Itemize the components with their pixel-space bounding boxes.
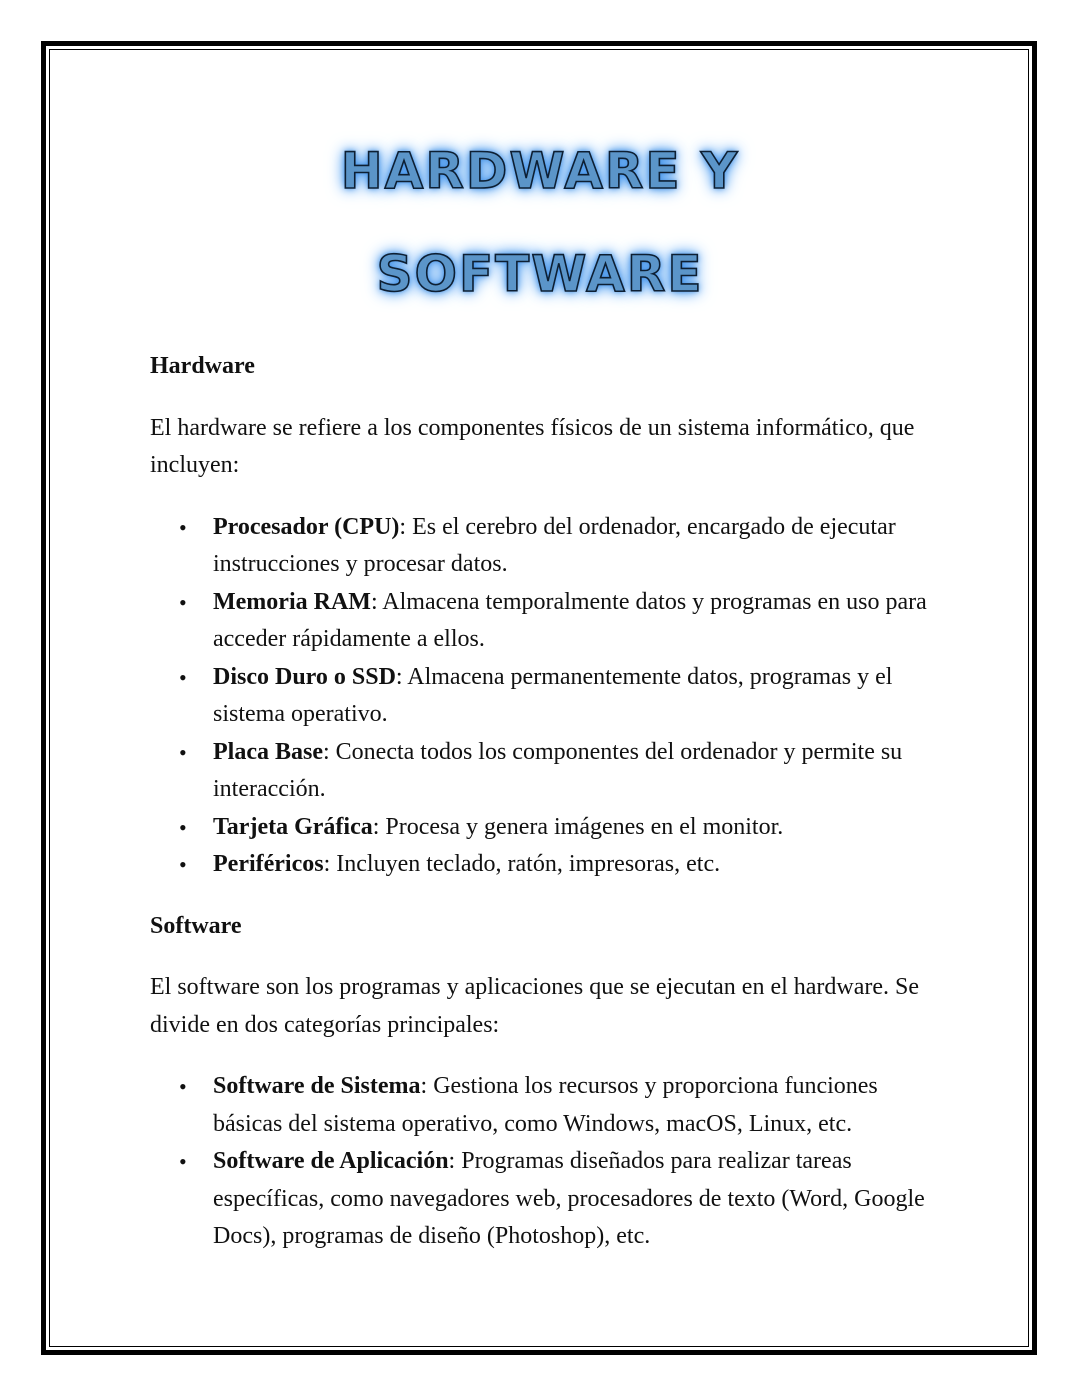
list-item bbox=[150, 584, 940, 659]
list-item-desc: : Es el cerebro del ordenador, encargado de ejecutar instrucciones y procesar datos. bbox=[213, 513, 896, 577]
list-item bbox=[150, 846, 940, 884]
document-body bbox=[150, 348, 940, 1256]
list-item-desc: : Gestiona los recursos y proporciona funciones básicas del sistema operativo, como Windows, macOS, Linux, etc. bbox=[213, 1073, 878, 1137]
list-item-term: Periféricos bbox=[213, 851, 324, 877]
section-heading-software: Software bbox=[150, 912, 242, 939]
list-item-term: Memoria RAM bbox=[213, 588, 371, 615]
software-list bbox=[150, 1068, 940, 1256]
list-item bbox=[150, 509, 940, 584]
list-item-term: Procesador (CPU) bbox=[213, 513, 400, 540]
list-item bbox=[150, 659, 940, 734]
list-item-term: Software de Aplicación bbox=[213, 1148, 449, 1174]
list-item-desc: : Almacena temporalmente datos y programas en uso para acceder rápidamente a ellos. bbox=[213, 588, 927, 652]
list-item-term: Tarjeta Gráfica bbox=[213, 813, 373, 840]
list-item-desc: : Programas diseñados para realizar tareas específicas, como navegadores web, procesadores de texto (Word, Google Docs), programas de diseño (Photoshop), etc. bbox=[213, 1148, 925, 1249]
list-item-term: Placa Base bbox=[213, 738, 323, 765]
list-item-desc: : Incluyen teclado, ratón, impresoras, etc. bbox=[323, 851, 721, 877]
hardware-intro: El hardware se refiere a los componentes físicos de un sistema informático, que incluyen: bbox=[150, 414, 915, 478]
list-item-desc: : Almacena permanentemente datos, programas y el sistema operativo. bbox=[213, 663, 893, 727]
list-item bbox=[150, 809, 940, 847]
software-intro: El software son los programas y aplicaciones que se ejecutan en el hardware. Se divide en dos categorías principales: bbox=[150, 974, 920, 1038]
list-item-desc: : Conecta todos los componentes del ordenador y permite su interacción. bbox=[213, 738, 903, 802]
list-item-term: Disco Duro o SSD bbox=[213, 663, 396, 690]
list-item bbox=[150, 1143, 940, 1256]
title-line-2: SOFTWARE bbox=[376, 245, 704, 303]
hardware-list bbox=[150, 509, 940, 884]
section-heading-hardware: Hardware bbox=[150, 353, 255, 379]
list-item bbox=[150, 734, 940, 809]
title-line-1: HARDWARE Y bbox=[340, 142, 740, 200]
list-item bbox=[150, 1068, 940, 1143]
list-item-term: Software de Sistema bbox=[213, 1073, 421, 1099]
list-item-desc: : Procesa y genera imágenes en el monitor. bbox=[372, 813, 784, 840]
